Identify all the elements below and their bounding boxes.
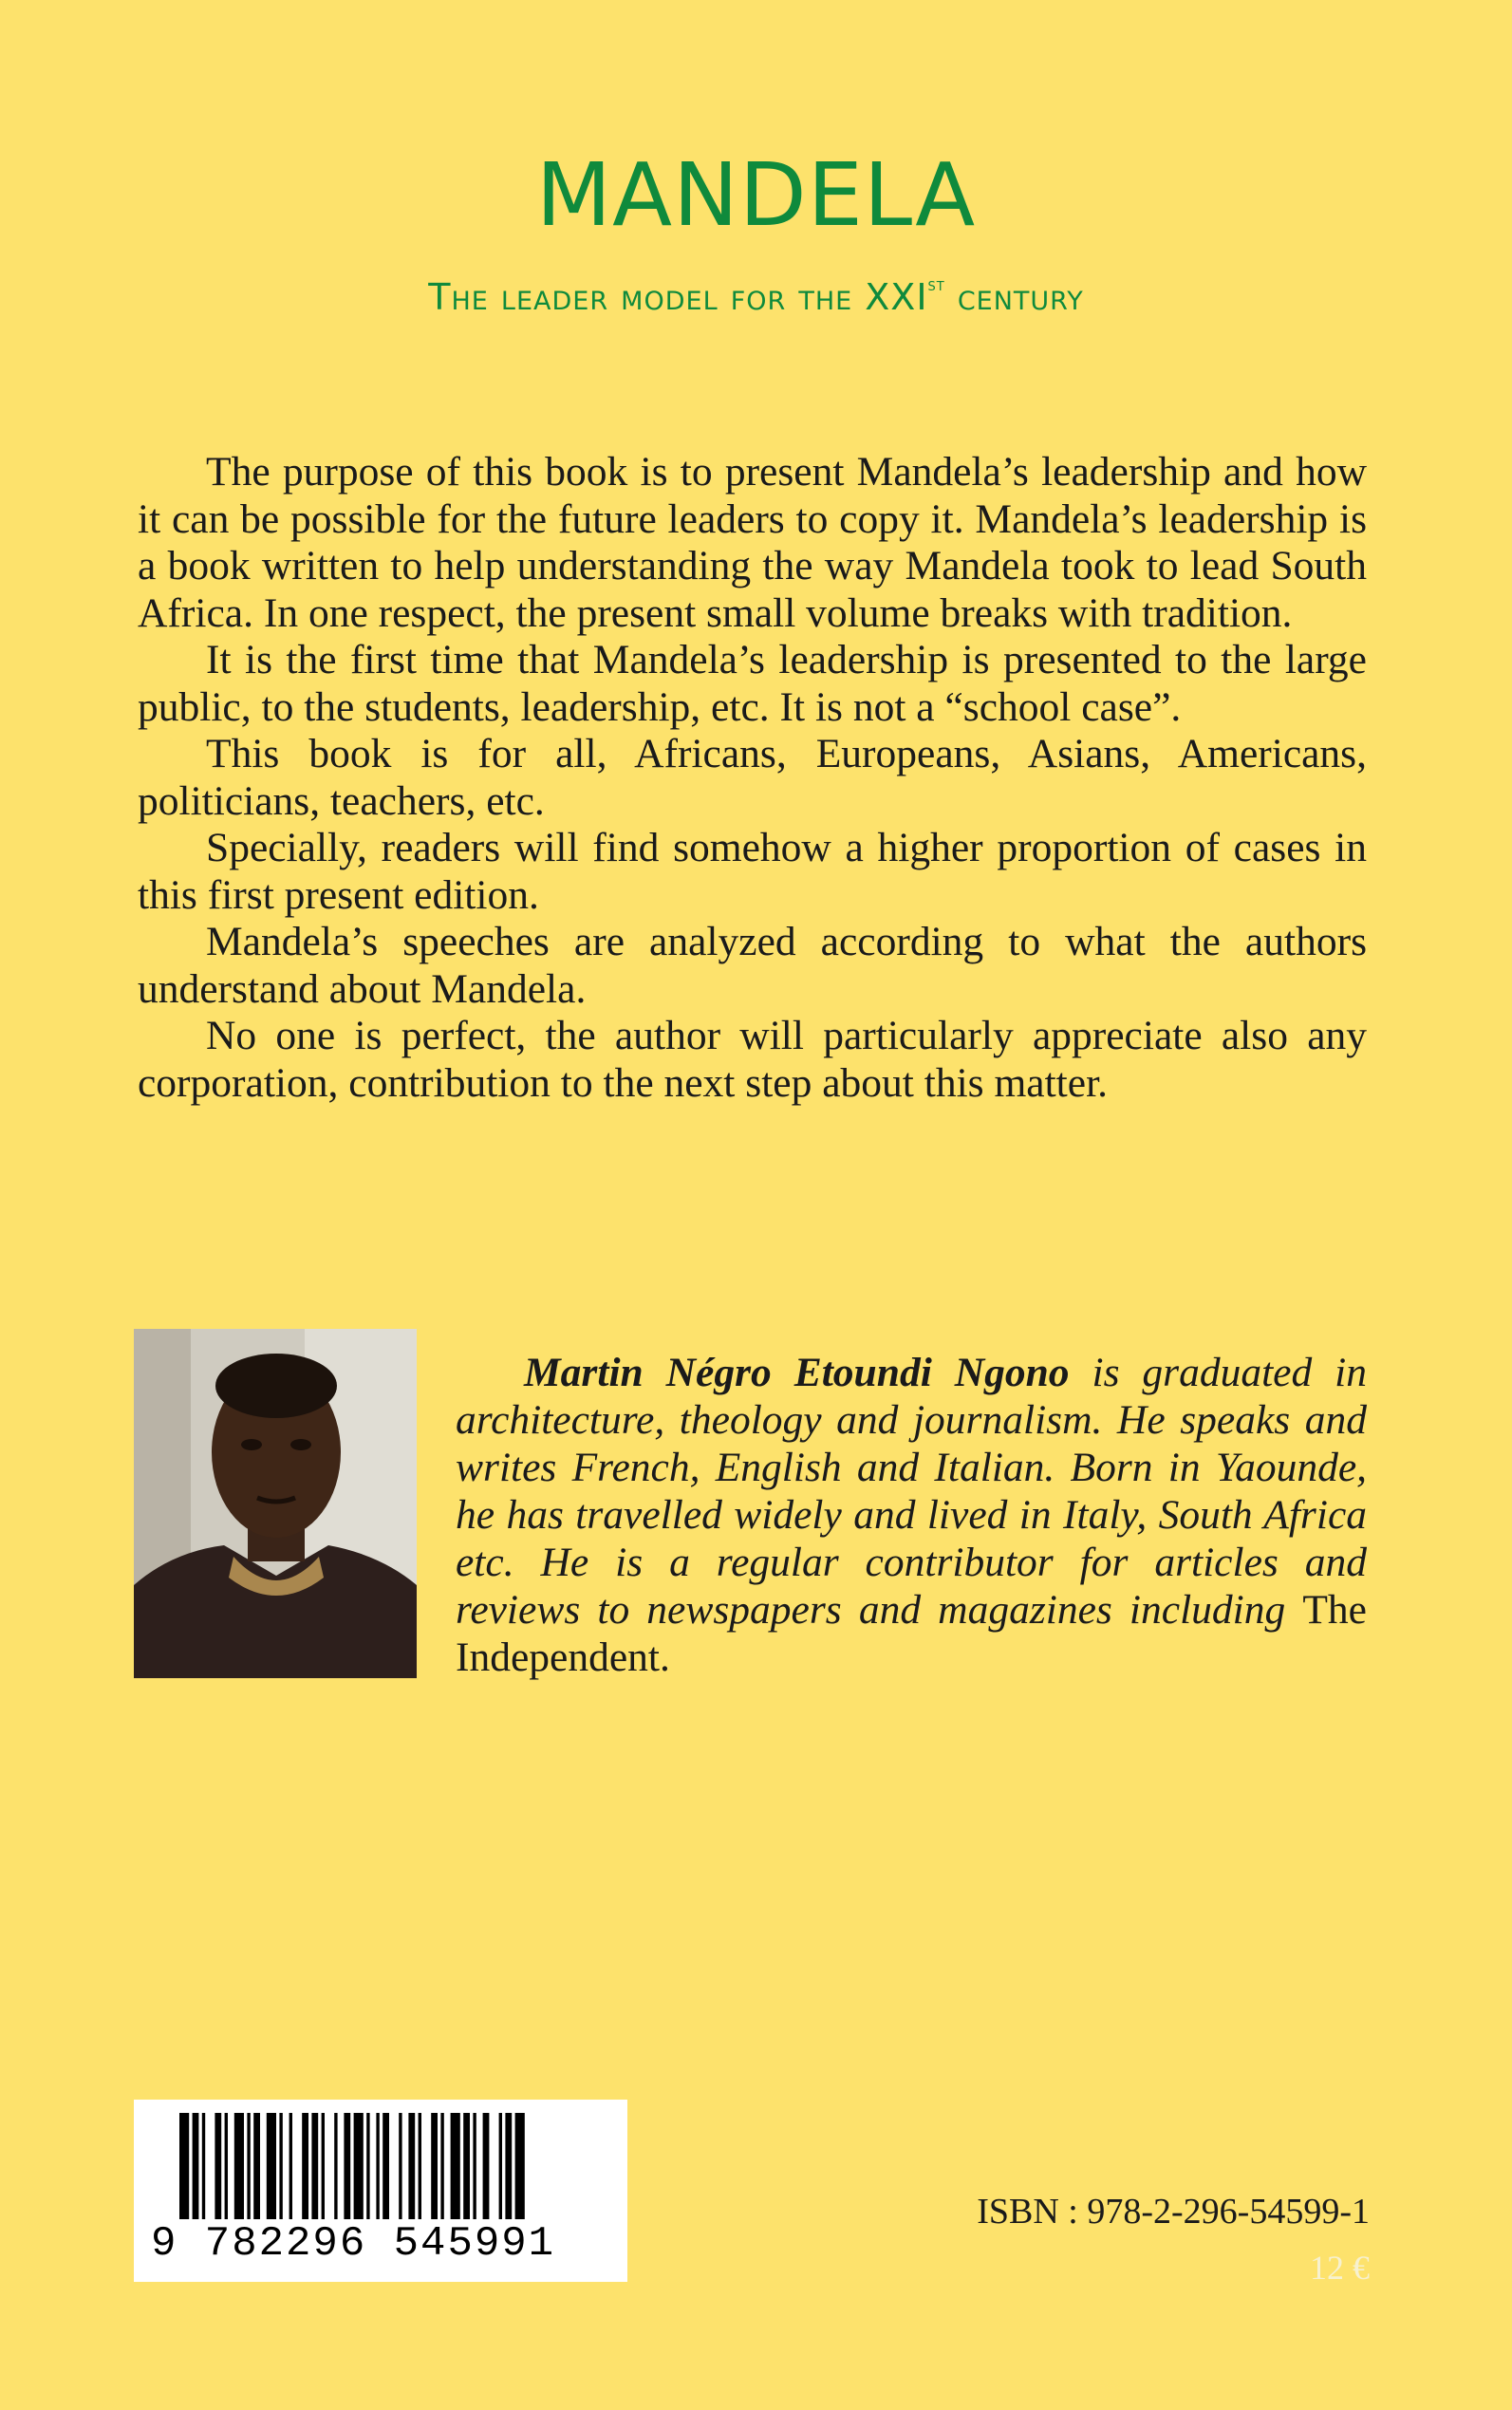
author-photo [134,1329,417,1678]
barcode-bar [202,2113,205,2219]
barcode [134,2100,627,2282]
book-description [138,449,1367,1107]
price: 12 € [1310,2249,1370,2287]
barcode-bar [473,2113,476,2219]
description-paragraph: This book is for all, Africans, Europeans, Asians, Americans, politicians, teachers, etc. [138,731,1367,824]
author-bio-end: . [660,1635,670,1680]
barcode-bar [376,2113,379,2219]
barcode-bar [311,2113,318,2219]
barcode-bar [247,2113,250,2219]
author-name: Martin Négro Etoundi Ngono [524,1350,1070,1395]
barcode-bar [440,2113,443,2219]
isbn: ISBN : 978-2-296-54599-1 [977,2192,1370,2232]
description-paragraph: Mandela’s speeches are analyzed according to what the authors understand about Mandela. [138,919,1367,1012]
barcode-bar [334,2113,337,2219]
barcode-digits: 9 782296 545991 [151,2220,556,2268]
barcode-bar [289,2113,292,2219]
barcode-bar [253,2113,260,2219]
barcode-bar [505,2113,512,2219]
description-paragraph: It is the first time that Mandela’s leadership is presented to the large public, to the students, leadership, etc. It is not a “school case”. [138,637,1367,730]
barcode-bar [483,2113,490,2219]
publication-name: The Independent [456,1587,1367,1680]
barcode-bar [279,2113,282,2219]
barcode-bar [322,2113,325,2219]
author-portrait-image [134,1329,417,1678]
barcode-bar [399,2113,401,2219]
description-paragraph: No one is perfect, the author will particularly appreciate also any corporation, contribution to the next step about this matter. [138,1013,1367,1106]
barcode-bar [354,2113,364,2219]
barcode-bar [463,2113,470,2219]
description-paragraph: Specially, readers will find somehow a higher proportion of cases in this first present edition. [138,825,1367,918]
book-subtitle [0,275,1512,318]
barcode-bar [366,2113,369,2219]
author-bio [456,1349,1367,1681]
subtitle-prefix: The leader model for the XXI [428,276,928,318]
barcode-bar [431,2113,438,2219]
barcode-bar [499,2113,502,2219]
book-title: MANDELA [535,144,977,246]
barcode-bar [344,2113,350,2219]
barcode-bar [267,2113,276,2219]
description-paragraph: The purpose of this book is to present Mandela’s leadership and how it can be possible for the future leaders to copy it. Mandela’s leadership is a book written to help understanding the way Mandela took to lead South Africa. In one respect, the present small volume breaks with tradition. [138,449,1367,636]
barcode-bar [225,2113,228,2219]
barcode-bar [451,2113,460,2219]
barcode-bar [193,2113,199,2219]
barcode-bar [179,2113,189,2219]
barcode-bar [408,2113,415,2219]
barcode-bar [383,2113,389,2219]
barcode-bar [215,2113,221,2219]
subtitle-suffix: century [944,276,1084,318]
barcode-bar [419,2113,421,2219]
author-bio-text: is graduated in architecture, theology and journalism. He speaks and writes French, English and Italian. Born in Yaounde, he has travelled widely and lived in Italy, South Africa etc. He is a regular contributor for articles and reviews to newspapers and magazines including [456,1350,1367,1633]
barcode-bar [515,2113,525,2219]
barcode-bar [302,2113,308,2219]
barcode-bar [234,2113,244,2219]
subtitle-superscript: st [927,275,945,295]
